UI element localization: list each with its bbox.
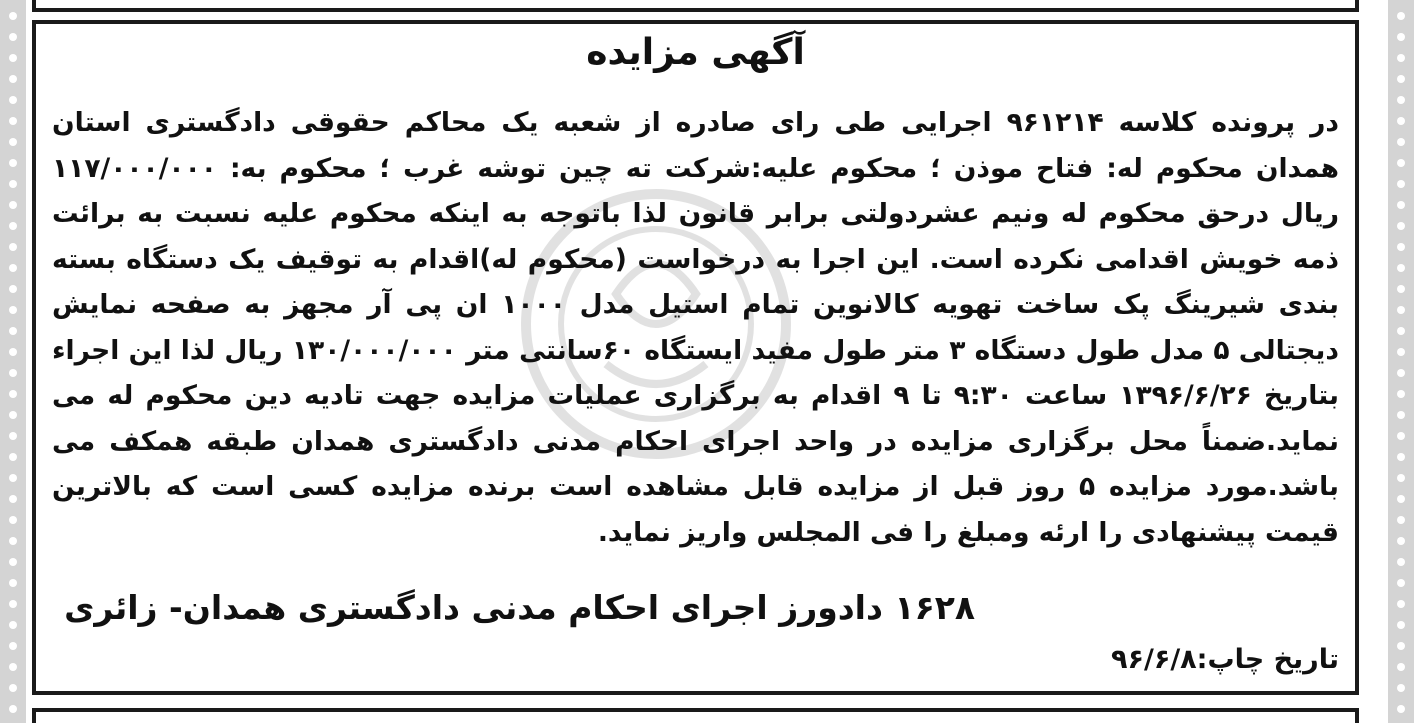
auction-notice: [32, 20, 1359, 695]
perforation-hole: [1397, 222, 1405, 230]
perforation-hole: [9, 705, 17, 713]
perforation-hole: [9, 390, 17, 398]
perforation-hole: [1397, 453, 1405, 461]
perforation-hole: [9, 621, 17, 629]
perforation-hole: [1397, 579, 1405, 587]
perforation-hole: [9, 75, 17, 83]
perforation-hole: [9, 264, 17, 272]
perforation-hole: [9, 411, 17, 419]
notice-title: آگهی مزایده: [586, 32, 805, 73]
perforation-hole: [9, 663, 17, 671]
perforation-hole: [9, 642, 17, 650]
perforation-hole: [9, 537, 17, 545]
perforation-hole: [1397, 390, 1405, 398]
right-perforated-strip: [1388, 0, 1414, 723]
perforation-hole: [9, 159, 17, 167]
perforation-hole: [9, 180, 17, 188]
perforation-hole: [1397, 621, 1405, 629]
perforation-hole: [1397, 54, 1405, 62]
perforation-hole: [1397, 243, 1405, 251]
perforation-hole: [1397, 495, 1405, 503]
perforation-hole: [1397, 474, 1405, 482]
notice-signature: ۱۶۲۸ دادورز اجرای احکام مدنی دادگستری همدان- زائری: [64, 588, 975, 627]
previous-notice-edge: [32, 0, 1359, 12]
next-notice-edge: [32, 708, 1359, 723]
perforation-hole: [1397, 33, 1405, 41]
perforation-hole: [1397, 138, 1405, 146]
perforation-hole: [1397, 96, 1405, 104]
perforation-hole: [9, 12, 17, 20]
perforation-hole: [1397, 369, 1405, 377]
perforation-hole: [1397, 327, 1405, 335]
perforation-hole: [1397, 432, 1405, 440]
perforation-hole: [9, 579, 17, 587]
perforation-hole: [9, 495, 17, 503]
perforation-hole: [1397, 75, 1405, 83]
perforation-hole: [1397, 663, 1405, 671]
perforation-hole: [9, 243, 17, 251]
perforation-hole: [1397, 516, 1405, 524]
perforation-hole: [1397, 285, 1405, 293]
perforation-hole: [9, 348, 17, 356]
perforation-hole: [1397, 306, 1405, 314]
perforation-hole: [9, 96, 17, 104]
perforation-hole: [9, 33, 17, 41]
perforation-hole: [9, 558, 17, 566]
perforation-hole: [1397, 201, 1405, 209]
perforation-hole: [1397, 558, 1405, 566]
perforation-hole: [9, 684, 17, 692]
perforation-hole: [9, 600, 17, 608]
perforation-hole: [9, 432, 17, 440]
perforation-hole: [9, 54, 17, 62]
perforation-hole: [9, 516, 17, 524]
left-perforated-strip: [0, 0, 26, 723]
print-date: تاریخ چاپ:۹۶/۶/۸: [1111, 644, 1339, 675]
perforation-hole: [9, 474, 17, 482]
perforation-hole: [1397, 642, 1405, 650]
perforation-hole: [9, 222, 17, 230]
perforation-hole: [9, 327, 17, 335]
perforation-hole: [9, 117, 17, 125]
perforation-hole: [1397, 600, 1405, 608]
perforation-hole: [1397, 264, 1405, 272]
notice-body: در پرونده کلاسه ۹۶۱۲۱۴ اجرایی طی رای صادره از شعبه یک محاکم حقوقی دادگستری استان همدان محکوم له: فتاح موذن ؛ محکوم علیه:شرکت ته چین توشه غرب ؛ محکوم به: ۱۱۷/۰۰۰/۰۰۰ ریال درحق محکوم له ونیم عشردولتی برابر قانون لذا باتوجه به اینکه محکوم علیه نسبت به برائت ذمه خویش اقدامی نکرده است. این اجرا به درخواست (محکوم له)اقدام به توقیف یک دستگاه بسته بندی شیرینگ پک ساخت تهویه کالانوین تمام استیل مدل ۱۰۰۰ ان پی آر مجهز به صفحه نمایش دیجتالی ۵ مدل طول دستگاه ۳ متر طول مفید ایستگاه ۶۰سانتی متر ۱۳۰/۰۰۰/۰۰۰ ریال لذا این اجراء بتاریخ ۱۳۹۶/۶/۲۶ ساعت ۹:۳۰ تا ۹ اقدام به برگزاری عملیات مزایده جهت تادیه دین محکوم له می نماید.ضمناً محل برگزاری مزایده در واحد اجرای احکام مدنی دادگستری همدان طبقه همکف می باشد.مورد مزایده ۵ روز قبل از مزایده قابل مشاهده است برنده مزایده کسی است که بالاترین قیمت پیشنهادی را ارئه ومبلغ را فی المجلس واریز نماید.: [52, 107, 1339, 548]
perforation-hole: [1397, 684, 1405, 692]
perforation-hole: [1397, 12, 1405, 20]
perforation-hole: [1397, 537, 1405, 545]
perforation-hole: [1397, 180, 1405, 188]
perforation-hole: [1397, 411, 1405, 419]
perforation-hole: [9, 138, 17, 146]
perforation-hole: [1397, 159, 1405, 167]
perforation-hole: [1397, 117, 1405, 125]
perforation-hole: [9, 306, 17, 314]
perforation-hole: [9, 453, 17, 461]
perforation-hole: [1397, 705, 1405, 713]
perforation-hole: [9, 201, 17, 209]
perforation-hole: [9, 369, 17, 377]
perforation-hole: [1397, 348, 1405, 356]
perforation-hole: [9, 285, 17, 293]
